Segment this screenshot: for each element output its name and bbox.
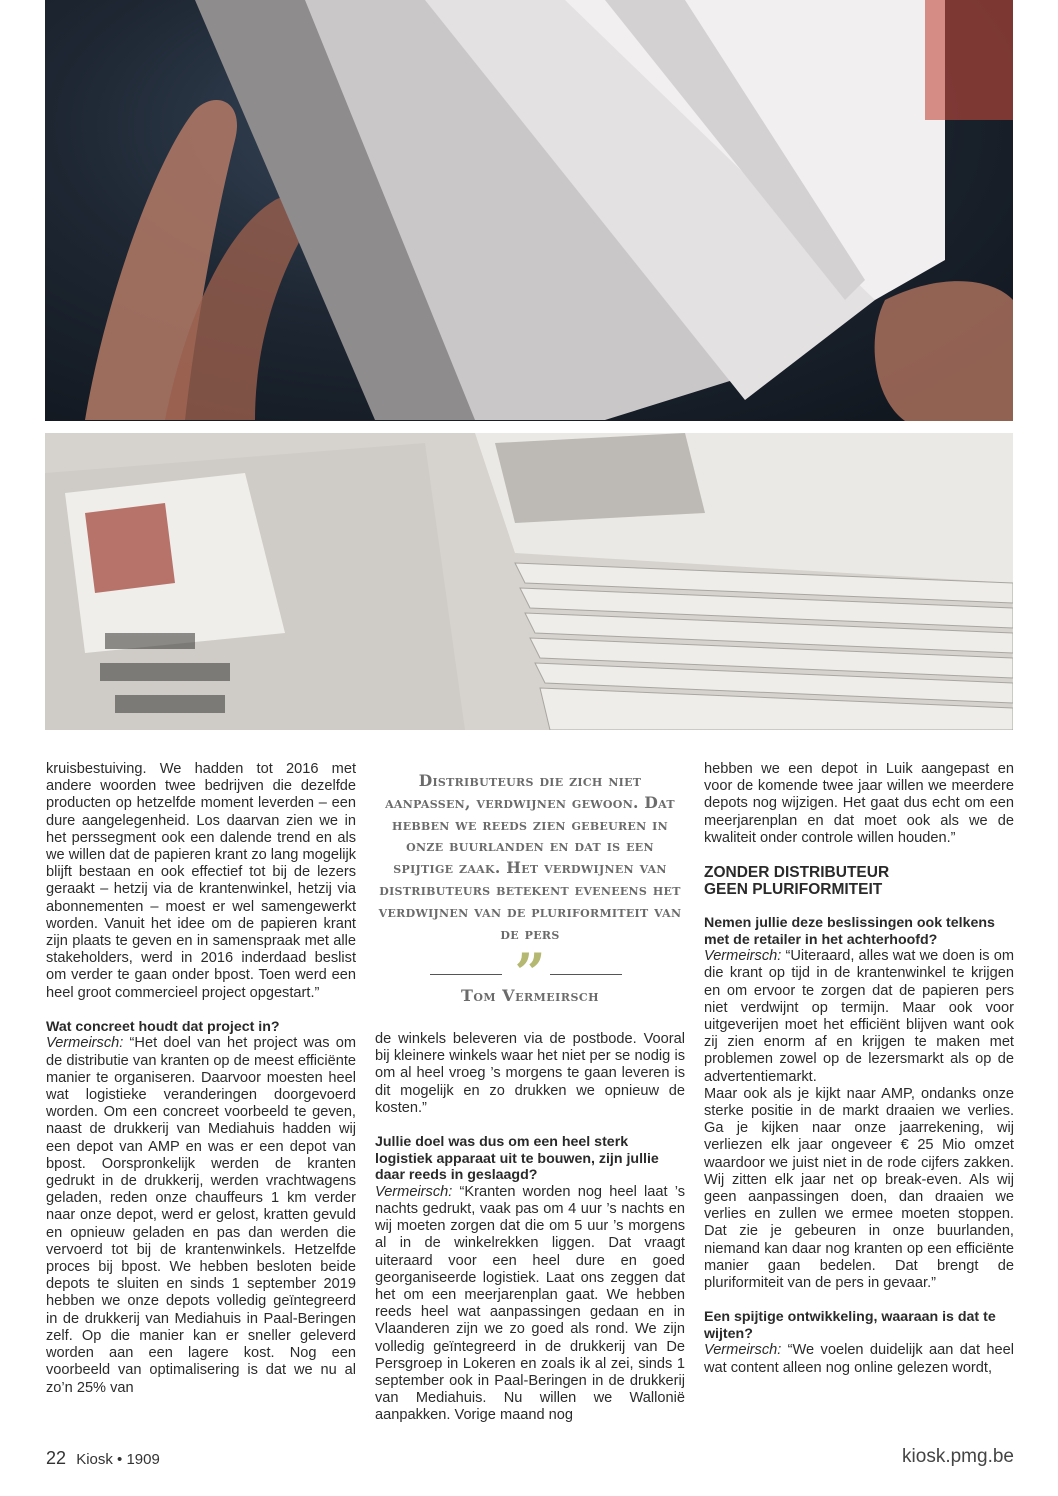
page-number: 22 [46, 1448, 67, 1468]
answer-paragraph [375, 1184, 685, 1425]
article-column-1 [46, 761, 356, 1397]
interview-question: Jullie doel was dus om een heel sterk logistiek apparaat uit te bouwen, zijn jullie daar reeds in geslaagd? [375, 1134, 659, 1184]
article-column-2 [375, 1031, 685, 1425]
photo-hands-flipping-newspaper [45, 0, 1013, 421]
interview-question: Wat concreet houdt dat project in? [46, 1018, 280, 1035]
speaker-name: Vermeirsch: [704, 1342, 782, 1359]
pull-quote [375, 770, 685, 1005]
paragraph: hebben we een depot in Luik aangepast en voor de komende twee jaar willen we meerdere depots nog wijzigen. Het gaat dus echt om een meerjarenplan en dat moet ook als we de kwaliteit onder controle willen houden.” [704, 761, 1014, 846]
answer-paragraph [704, 1342, 1014, 1376]
paragraph: kruisbestuiving. We hadden tot 2016 met andere woorden twee bedrijven die dezelfde producten op hetzelfde moment leverden – een dure aangelegenheid. Los daarvan zien we in het perssegment ook een dalende trend en als we willen dat de papieren krant zo lang mogelijk blijft bestaan en ook effectief tot bij de lezers geraakt – hetzij via de krantenwinkel, hetzij via abonnementen – moest er wel samengewerkt worden. Vanuit het idee om de papieren krant zijn plaats te geven en in samenspraak met alle stakeholders, werd in 2016 inderdaad beslist om verder te gaan onder bpost. Toen werd een heel groot commercieel project opgestart.” [46, 761, 356, 1001]
footer-left [46, 1448, 160, 1469]
paragraph: de winkels beleveren via de postbode. Vooral bij kleinere winkels waar het niet per se nodig is om al heel vroeg ’s morgens te gaan leveren is dit mogelijk en zo drukken we opnieuw de kosten.” [375, 1031, 685, 1116]
answer-paragraph [46, 1035, 356, 1396]
website-link[interactable]: kiosk.pmg.be [902, 1446, 1014, 1467]
article-column-3 [704, 761, 1014, 1377]
answer-paragraph: Maar ook als je kijkt naar AMP, ondanks onze sterke positie in de markt draaien we verlies. Ga je kijken naar onze jaarrekening, wij verliezen elk jaar ongeveer € 25 Mio omzet waardoor we juist niet in de rode cijfers zakken. Wij zitten elk jaar net op break-even. Als wij geen aanpassingen doen, dan draaien we verlies en zullen we ermee moeten stoppen. Dat zie je gebeuren in onze buurlanden, niemand kan daar nog kranten op een efficiënte manier gaan bedelen. Dat brengt de pluriformiteit van de pers in gevaar.” [704, 1085, 1014, 1292]
answer-text: “Uiteraard, alles wat we doen is om die krant op tijd in de krantenwinkel te krijgen en om ervoor te zorgen dat de papieren pers niet verdwijnt op termijn. Maar ook voor uitgeverijen moet het efficiënt blijven want ook zij zien enorm af en krijgen te maken met problemen zowel op de lezersmarkt als op de advertentiemarkt. [704, 948, 1014, 1085]
section-heading [704, 864, 1014, 898]
speaker-name: Vermeirsch: [46, 1035, 124, 1052]
photo-stacks-of-newspapers [45, 433, 1013, 730]
answer-text: “Kranten worden nog heel laat ’s nachts gedrukt, vaak pas om 4 uur ’s nachts en wij moeten zorgen dat die om 5 uur ’s morgens al in de winkelrekken liggen. Dat vraagt uiteraard voor een heel dure en goed georganiseerde logistiek. Laat ons zeggen dat het om een meerjarenplan gaat. We hebben reeds heel wat aanpassingen gedaan en in Vlaanderen zijn we zo goed als rond. We zijn volledig geïntegreerd in de drukkerij van De Persgroep in Lokeren en zoals ik al zei, sinds 1 september ook in Paal-Beringen in de drukkerij van Mediahuis. Nu willen we Wallonië aanpakken. Vorige maand nog [375, 1183, 685, 1424]
pull-quote-author: Tom Vermeirsch [460, 986, 600, 1006]
pull-quote-text: Distributeurs die zich niet aanpassen, verdwijnen gewoon. Dat hebben we reeds zien gebeuren in onze buurlanden en dat is een spijtige zaak. Het verdwijnen van distributeurs betekent eveneens het verdwijnen van de pluriformiteit van de pers [378, 771, 682, 943]
answer-paragraph [704, 948, 1014, 1086]
section-heading-line: GEEN PLURIFORMITEIT [704, 881, 883, 899]
interview-question: Nemen jullie deze beslissingen ook telkens met de retailer in het achterhoofd? [704, 915, 995, 948]
interview-question: Een spijtige ontwikkeling, waaraan is dat te wijten? [704, 1309, 996, 1342]
speaker-name: Vermeirsch: [375, 1183, 453, 1200]
answer-text: “We voelen duidelijk aan dat heel wat content alleen nog online gelezen wordt, [704, 1342, 1014, 1376]
divider-line [550, 974, 622, 975]
quote-mark-icon: ” [514, 941, 546, 1006]
speaker-name: Vermeirsch: [704, 948, 782, 965]
section-heading-line: ZONDER DISTRIBUTEUR [704, 864, 890, 882]
answer-text: “Het doel van het project was om de distributie van kranten op de meest efficiënte manier te organiseren. Daarvoor moesten heel wat logistieke veranderingen doorgevoerd worden. Om een concreet voorbeeld te geven, naast de drukkerij van Mediahuis hadden wij een depot van AMP en was er een depot van bpost. Oorspronkelijk werden de kranten gedrukt in de drukkerij, werden vrachtwagens geladen, reden onze chauffeurs 1 km verder naar onze depot, werd er gelost, kratten gevuld en opnieuw geladen en pas dan werden die vervoerd tot bij de krantenwinkels. Hetzelfde proces bij bpost. We hebben besloten beide depots te sluiten en sinds 1 september 2019 hebben we onze depots volledig geïntegreerd in de drukkerij van Mediahuis in Paal-Beringen zelf. Op die manier kan er sneller geleverd worden aan een lagere kost. Nog een voorbeeld van optimalisering is dat we nu al zo’n 25% van [46, 1035, 356, 1396]
magazine-issue: Kiosk • 1909 [76, 1451, 160, 1468]
